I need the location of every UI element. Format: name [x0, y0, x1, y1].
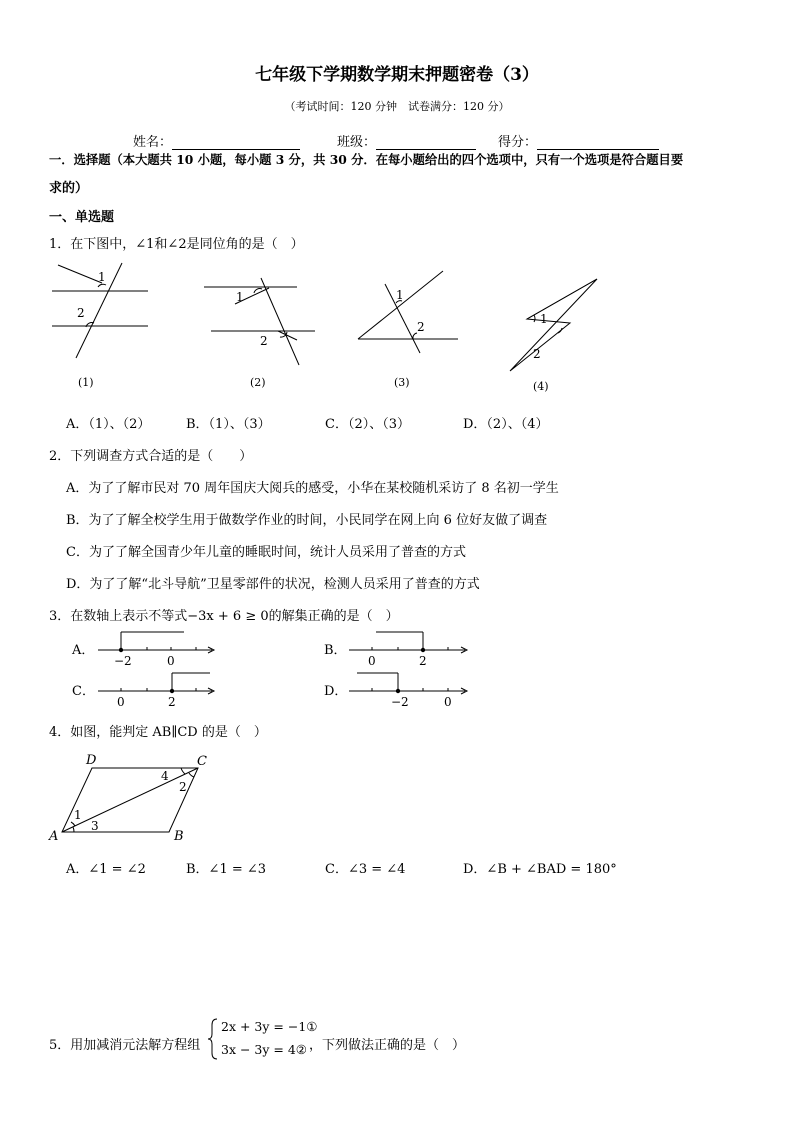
score-row — [498, 131, 659, 150]
q5-equation-2: 3x − 3y = 4② — [221, 1042, 308, 1057]
q4-option-a[interactable]: A．∠1 = ∠2 — [66, 862, 146, 877]
score-label: 得分： — [498, 135, 538, 150]
q1-stem: 1．在下图中，∠1和∠2是同位角的是（ ） — [49, 237, 304, 252]
score-blank[interactable] — [537, 135, 659, 150]
q3-option-c-label[interactable]: C． — [72, 684, 95, 699]
q3-c-tick-0: 0 — [117, 695, 125, 709]
q4-option-b[interactable]: B．∠1 = ∠3 — [186, 862, 267, 877]
q1-fig3-angle1: 1 — [396, 288, 404, 302]
q5-stem-prefix: 5．用加减消元法解方程组 — [49, 1038, 201, 1053]
q1-option-b[interactable]: B．（1）、（3） — [186, 417, 271, 432]
q2-option-d[interactable]: D．为了了解“北斗导航”卫星零部件的状况，检测人员采用了普查的方式 — [66, 577, 480, 592]
q4-point-b: B — [174, 829, 184, 844]
page-title: 七年级下学期数学期末押题密卷（3） — [255, 65, 539, 85]
q3-a-tick-0: 0 — [167, 654, 175, 668]
q3-option-a-label[interactable]: A． — [72, 643, 95, 658]
q5-brace — [207, 1017, 219, 1061]
q3-a-tick-neg2: −2 — [114, 654, 132, 668]
q3-d-tick-neg2: −2 — [391, 695, 409, 709]
q3-b-tick-0: 0 — [368, 654, 376, 668]
q4-angle-1: 1 — [74, 808, 82, 822]
q2-option-b[interactable]: B．为了了解全校学生用于做数学作业的时间，小民同学在网上向 6 位好友做了调查 — [66, 513, 548, 528]
section-intro-line2: 求的） — [49, 181, 89, 196]
exam-subtitle: （考试时间：120 分钟 试卷满分：120 分） — [284, 100, 510, 113]
q3-b-tick-2: 2 — [419, 654, 427, 668]
q1-fig1-angle1: 1 — [98, 270, 106, 284]
q2-option-a[interactable]: A．为了了解市民对 70 周年国庆大阅兵的感受，小华在某校随机采访了 8 名初一学生 — [66, 481, 559, 496]
q1-figures — [40, 255, 620, 400]
q1-fig4-angle2: 2 — [533, 347, 541, 361]
q1-option-d[interactable]: D．（2）、（4） — [463, 417, 549, 432]
q3-d-tick-0: 0 — [444, 695, 452, 709]
name-label: 姓名： — [133, 135, 173, 150]
class-label: 班级： — [337, 135, 377, 150]
q3-stem: 3．在数轴上表示不等式−3x + 6 ≥ 0的解集正确的是（ ） — [49, 609, 399, 624]
name-blank[interactable] — [172, 135, 300, 150]
q4-point-c: C — [197, 754, 207, 769]
q4-option-d[interactable]: D．∠B + ∠BAD = 180° — [463, 862, 617, 877]
q2-stem: 2．下列调查方式合适的是（ ） — [49, 449, 253, 464]
q1-fig4-caption: (4) — [533, 380, 549, 393]
q1-fig1-caption: (1) — [78, 376, 94, 389]
q1-option-a[interactable]: A．（1）、（2） — [66, 417, 151, 432]
q1-option-c[interactable]: C．（2）、（3） — [325, 417, 410, 432]
q4-angle-2: 2 — [179, 780, 187, 794]
q3-c-tick-2: 2 — [168, 695, 176, 709]
q4-option-c[interactable]: C．∠3 = ∠4 — [325, 862, 406, 877]
name-row — [133, 131, 300, 150]
subsection-heading: 一、单选题 — [49, 210, 115, 225]
q1-fig2-angle2: 2 — [260, 334, 268, 348]
class-row — [337, 131, 476, 150]
q2-option-c[interactable]: C．为了了解全国青少年儿童的睡眠时间，统计人员采用了普查的方式 — [66, 545, 466, 560]
q3-option-d-label[interactable]: D． — [324, 684, 348, 699]
q3-option-b-label[interactable]: B． — [324, 643, 347, 658]
q1-fig4-angle1: 1 — [540, 312, 548, 326]
q1-fig2-caption: (2) — [250, 376, 266, 389]
q1-fig3-angle2: 2 — [417, 320, 425, 334]
q5-equation-1: 2x + 3y = −1① — [221, 1019, 318, 1034]
class-blank[interactable] — [376, 135, 476, 150]
q1-fig1-angle2: 2 — [77, 306, 85, 320]
q4-angle-3: 3 — [91, 819, 99, 833]
q4-figure — [44, 748, 219, 848]
q4-point-d: D — [86, 753, 97, 768]
q1-fig2-angle1: 1 — [236, 290, 244, 304]
q5-stem-suffix: ，下列做法正确的是（ ） — [309, 1038, 466, 1053]
q1-fig3-caption: (3) — [394, 376, 410, 389]
q4-stem: 4．如图，能判定 AB∥CD 的是（ ） — [49, 725, 267, 740]
q4-angle-4: 4 — [161, 769, 169, 783]
q4-point-a: A — [49, 829, 59, 844]
q3-number-lines — [60, 625, 490, 713]
section-intro-line1: 一．选择题（本大题共 10 小题，每小题 3 分，共 30 分．在每小题给出的四个选项中，只有一个选项是符合题目要 — [49, 152, 684, 167]
